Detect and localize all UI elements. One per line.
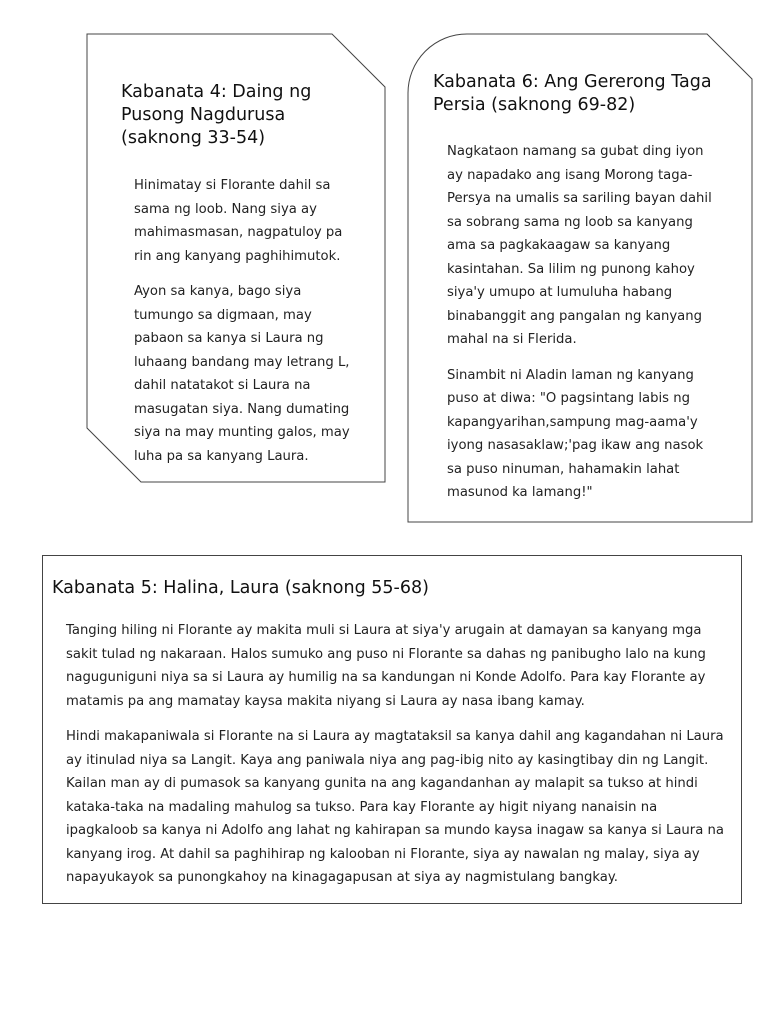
chapter-5-card bbox=[42, 555, 742, 904]
paragraph: Ayon sa kanya, bago siya tumungo sa digmaan, may pabaon sa kanya si Laura ng luhaang bandang may letrang L, dahil natatakot si Laura na masugatan siya. Nang dumating siya na may munting galos, may luha pa sa kanyang Laura. bbox=[134, 284, 350, 464]
chapter-6-body bbox=[447, 140, 719, 517]
chapter-5-title: Kabanata 5: Halina, Laura (saknong 55-68) bbox=[52, 578, 429, 598]
chapter-5-body bbox=[66, 619, 726, 902]
chapter-4-body bbox=[134, 174, 360, 464]
chapter-6-card bbox=[407, 33, 753, 523]
paragraph: Nagkataon namang sa gubat ding iyon ay napadako ang isang Morong taga-Persya na umalis sa sariling bayan dahil sa sobrang sama ng loob sa kanyang ama sa pagkakaagaw sa kanyang kasintahan. Sa lilim ng punong kahoy siya'y umupo at lumuluha habang binabanggit ang pangalan ng kanyang mahal na si Flerida. bbox=[447, 144, 712, 347]
chapter-6-title: Kabanata 6: Ang Gererong Taga Persia (saknong 69-82) bbox=[433, 72, 712, 115]
paragraph: Sinambit ni Aladin laman ng kanyang puso at diwa: "O pagsintang labis ng kapangyarihan,sampung mag-aama'y iyong nasasaklaw;'pag ikaw ang nasok sa puso ninuman, hahamakin lahat masunod ka lamang!" bbox=[447, 367, 704, 500]
chapter-4-card bbox=[86, 33, 386, 483]
paragraph: Hindi makapaniwala si Florante na si Laura ay magtataksil sa kanya dahil ang kagandahan ni Laura ay itinulad niya sa Langit. Kaya ang paniwala niya ang pag-ibig nito ay kasingtibay din ng Langit. Kailan man ay di pumasok sa kanyang gunita na ang kagandanhan ay malapit sa tukso at hindi kataka-taka na madaling mahulog sa tukso. Para kay Florante ay higit niyang nanaisin na ipagkaloob sa kanya ni Adolfo ang lahat ng kahirapan sa mundo kaysa inagaw sa kanya si Laura na kanyang irog. At dahil sa paghihirap ng kalooban ni Florante, siya ay nawalan ng malay, siya ay napayukayok sa punongkahoy na kinagagapusan at siya ay nagmistulang bangkay. bbox=[66, 729, 724, 885]
paragraph: Tanging hiling ni Florante ay makita muli si Laura at siya'y arugain at damayan sa kanyang mga sakit tulad ng nakaraan. Halos sumuko ang puso ni Florante sa dahas ng panibugho lalo na kung naguguniguni niya sa si Laura ay humilig na sa kandungan ni Konde Adolfo. Para kay Florante ay matamis pa ang mamatay kaysa makita niyang si Laura ay nasa ibang kamay. bbox=[66, 623, 706, 709]
paragraph: Hinimatay si Florante dahil sa sama ng loob. Nang siya ay mahimasmasan, nagpatuloy pa rin ang kanyang paghihimutok. bbox=[134, 178, 343, 264]
chapter-4-title: Kabanata 4: Daing ng Pusong Nagdurusa (saknong 33-54) bbox=[121, 82, 312, 148]
